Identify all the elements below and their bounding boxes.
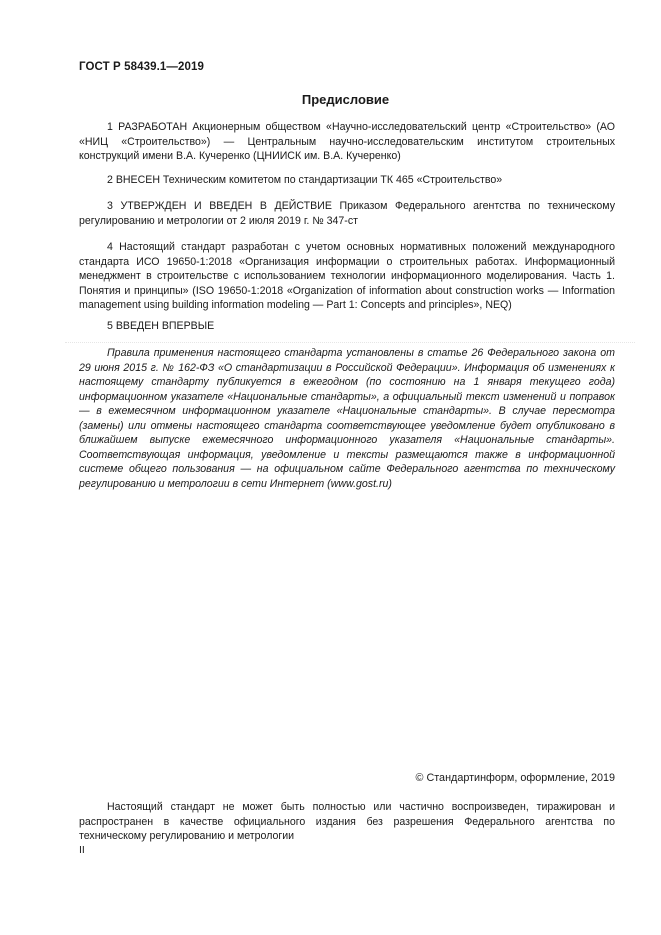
preface-item-2 xyxy=(79,173,615,188)
notice-divider xyxy=(65,342,635,343)
preface-title: Предисловие xyxy=(301,92,390,107)
reproduction-text: Настоящий стандарт не может быть полностью или частично воспроизведен, тиражирован и распространен в качестве официального издания без разрешения Федерального агентства по техническому регулированию и метрологии xyxy=(79,801,615,842)
preface-item-text: 4 Настоящий стандарт разработан с учетом основных нормативных положений международного стандарта ИСО 19650-1:2018 «Организация информации о строительных работах. Информационный менеджмент в строительстве с использованием технологии информационного моделирования. Часть 1. Понятия и принципы» (ISO 19650-1:2018 «Organization of information about construction works — Information management using building information modeling — Part 1: Concepts and principles», NEQ) xyxy=(79,241,615,311)
preface-item-1 xyxy=(79,120,615,164)
preface-item-text: 5 ВВЕДЕН ВПЕРВЫЕ xyxy=(107,320,215,332)
preface-item-3 xyxy=(79,199,615,228)
page-number: II xyxy=(79,844,85,856)
application-rules-notice xyxy=(79,346,615,491)
notice-text: Правила применения настоящего стандарта установлены в статье 26 Федерального закона от 29 июня 2015 г. № 162-ФЗ «О стандартизации в Российской Федерации». Информация об изменениях к настоящему стандарту публикуется в ежегодном (по состоянию на 1 января текущего года) информационном указателе «Национальные стандарты», а официальный текст изменений и поправок — в ежемесячном информационном указателе «Национальные стандарты». В случае пересмотра (замены) или отмены настоящего стандарта соответствующее уведомление будет опубликовано в ближайшем выпуске ежемесячного информационного указателя «Национальные стандарты». Соответствующая информация, уведомление и тексты размещаются также в информационной системе общего пользования — на официальном сайте Федерального агентства по техническому регулированию и метрологии в сети Интернет (www.gost.ru) xyxy=(79,347,615,490)
reproduction-notice xyxy=(79,800,615,844)
preface-item-4 xyxy=(79,240,615,313)
preface-item-text: 3 УТВЕРЖДЕН И ВВЕДЕН В ДЕЙСТВИЕ Приказом Федерального агентства по техническому регулированию и метрологии от 2 июля 2019 г. № 347-ст xyxy=(79,200,615,227)
document-code: ГОСТ Р 58439.1—2019 xyxy=(79,61,204,73)
preface-item-5 xyxy=(79,319,615,334)
preface-item-text: 1 РАЗРАБОТАН Акционерным обществом «Научно-исследовательский центр «Строительство» (АО «НИЦ «Строительство») — Центральным научно-исследовательским институтом строительных конструкций имени В.А. Кучеренко (ЦНИИСК им. В.А. Кучеренко) xyxy=(79,121,615,162)
copyright-line: © Стандартинформ, оформление, 2019 xyxy=(415,772,615,784)
preface-item-text: 2 ВНЕСЕН Техническим комитетом по стандартизации ТК 465 «Строительство» xyxy=(107,174,503,186)
